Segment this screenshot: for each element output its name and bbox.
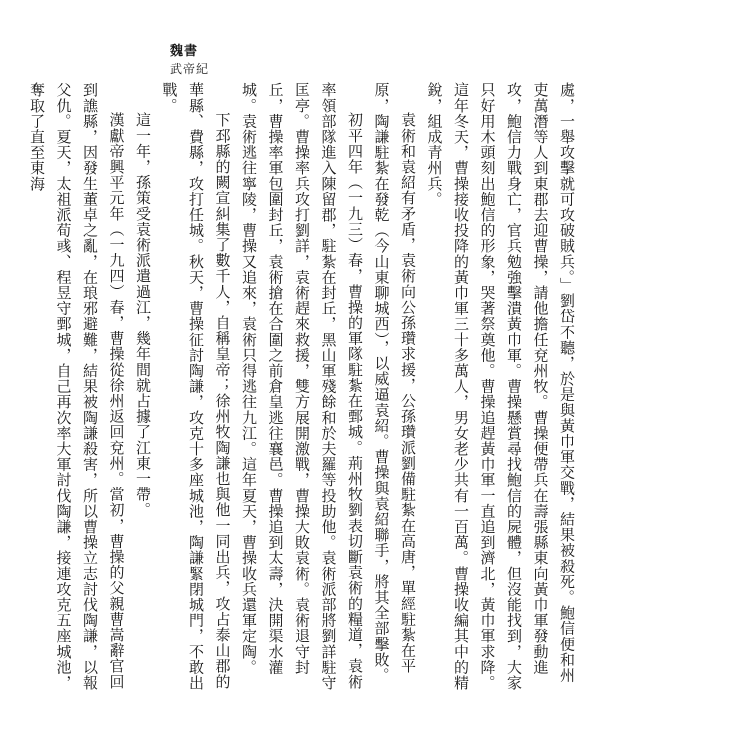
paragraph: 初平四年（一九三）春，曹操的軍隊駐紮在鄄城。荊州牧劉表切斷袁術的糧道，袁術率領部隊進入陳留郡，駐紮在封丘，黑山軍殘餘和於夫羅等投助他。袁術派部將劉詳駐守匡亭。曹操率兵攻打劉詳，袁術趕來救援，雙方展開激戰，曹操大敗袁術。袁術退守封丘，曹操率軍包圍封丘，袁術搶在合圍之前倉皇逃往襄邑。曹操追到太壽，決開渠水灌城。袁術逃往寧陵，曹操又追來，袁術只得逃往九江。這年夏天，曹操收兵還軍定陶。 (240, 82, 364, 691)
running-header (170, 44, 209, 76)
paragraph: 袁術和袁紹有矛盾，袁術向公孫瓚求援，公孫瓚派劉備駐紮在高唐，單經駐紮在平原，陶謙駐紮在發乾（今山東聊城西），以威逼袁紹。曹操與袁紹聯手，將其全部擊敗。 (372, 82, 417, 683)
paragraph: 漢獻帝興平元年（一九四）春，曹操從徐州返回兗州。當初，曹操的父親曹嵩辭官回到譙縣，因發生董卓之亂，在琅邪避難，結果被陶謙殺害，所以曹操立志討伐陶謙，以報父仇。夏天，太祖派荀彧、程昱守鄄城，自己再次率大軍討伐陶謙，接連攻克五座城池，奪取了直至東海 (28, 82, 126, 691)
chapter-title: 武帝紀 (170, 61, 210, 76)
paragraph: 處，一舉攻擊就可攻破賊兵。」劉岱不聽，於是與黃巾軍交戰，結果被殺死。鮑信便和州吏萬潛等人到東郡去迎曹操，請他擔任兗州牧。曹操便帶兵在壽張縣東向黃巾軍發動進攻，鮑信力戰身亡，官兵勉強擊潰黃巾軍。曹操懸賞尋找鮑信的屍體，但沒能找到，大家只好用木頭刻出鮑信的形象，哭著祭奠他。曹操追趕黃巾軍一直追到濟北，黃巾軍求降。這年冬天，曹操接收投降的黃巾軍三十多萬人，男女老少共有一百萬。曹操收編其中的精銳，組成青州兵。 (425, 82, 576, 691)
paragraph: 下邳縣的闕宣糾集了數千人，自稱皇帝；徐州牧陶謙也與他一同出兵，攻占泰山郡的華縣、費縣，攻打任城。秋天，曹操征討陶謙，攻克十多座城池，陶謙緊閉城門，不敢出戰。 (160, 82, 232, 691)
paragraph: 這一年，孫策受袁術派遣過江，幾年間就占據了江東一帶。 (134, 112, 152, 518)
vertical-text-body (24, 82, 581, 692)
book-title: 魏書 (170, 44, 199, 59)
